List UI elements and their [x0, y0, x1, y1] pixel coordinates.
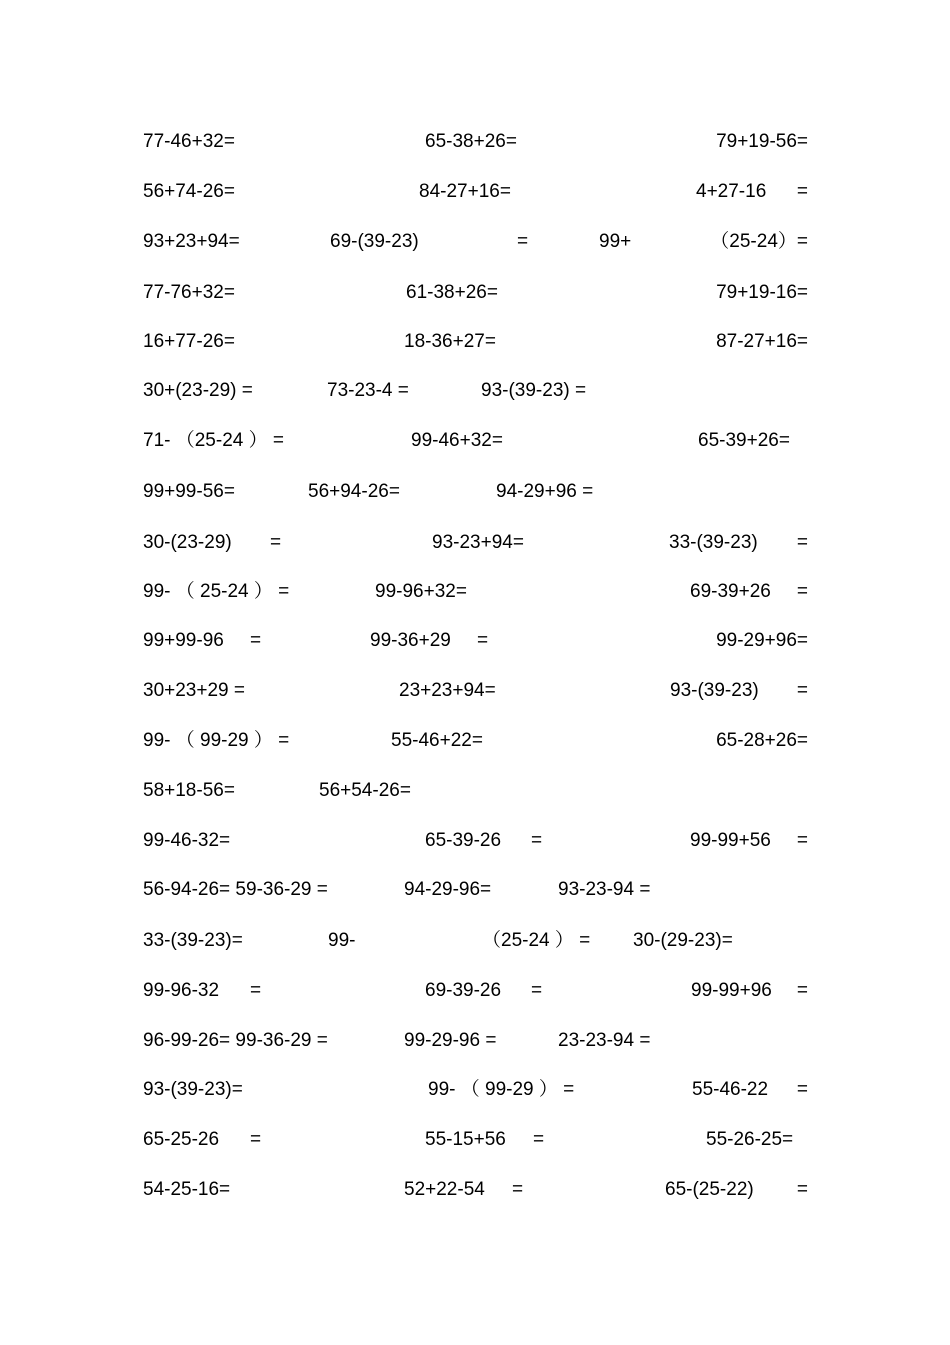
problem: 99-29+96=	[716, 630, 808, 651]
worksheet-row	[0, 229, 950, 255]
problem: 99- （ 99-29 ） =	[428, 1079, 575, 1100]
problem: 4+27-16	[696, 181, 767, 202]
equals-sign: =	[512, 1179, 524, 1200]
problem: 93-(39-23) =	[481, 380, 587, 401]
problem: 79+19-56=	[716, 131, 808, 152]
worksheet-row	[0, 329, 950, 355]
equals-sign: =	[270, 532, 282, 553]
problem: 18-36+27=	[404, 331, 496, 352]
problem: 96-99-26= 99-36-29 =	[143, 1030, 328, 1051]
problem: 30-(23-29)	[143, 532, 232, 553]
worksheet-row	[0, 877, 950, 903]
problem: 65-25-26	[143, 1129, 220, 1150]
problem: 99-29-96 =	[404, 1030, 497, 1051]
problem: 84-27+16=	[419, 181, 511, 202]
problem: 99-46+32=	[411, 430, 503, 451]
problem: 65-39-26	[425, 830, 502, 851]
problem: 99- （ 25-24 ） =	[143, 581, 290, 602]
problem: 69-39+26	[690, 581, 771, 602]
problem: 77-76+32=	[143, 282, 235, 303]
problem: 16+77-26=	[143, 331, 235, 352]
problem: 71- （25-24 ） =	[143, 430, 284, 451]
problem: 99-96+32=	[375, 581, 467, 602]
problem: 99-	[328, 930, 356, 951]
problem: 55-15+56	[425, 1129, 506, 1150]
problem: 65-(25-22)	[665, 1179, 754, 1200]
worksheet-row	[0, 778, 950, 804]
equals-sign: =	[531, 830, 543, 851]
equals-sign: =	[517, 231, 529, 252]
equals-sign: =	[796, 680, 808, 701]
worksheet-row	[0, 1077, 950, 1103]
problem: 30+(23-29) =	[143, 380, 253, 401]
problem: （25-24 ） =	[482, 930, 591, 951]
problem: 99-99+56	[690, 830, 771, 851]
equals-sign: =	[533, 1129, 545, 1150]
problem: 99-99+96	[691, 980, 772, 1001]
worksheet-row	[0, 378, 950, 404]
worksheet-row	[0, 479, 950, 505]
problem: 99-96-32	[143, 980, 220, 1001]
equals-sign: =	[796, 532, 808, 553]
problem: 61-38+26=	[406, 282, 498, 303]
equals-sign: =	[250, 1129, 262, 1150]
problem: 87-27+16=	[716, 331, 808, 352]
equals-sign: =	[796, 830, 808, 851]
equals-sign: =	[477, 630, 489, 651]
equals-sign: =	[250, 980, 262, 1001]
worksheet-row	[0, 129, 950, 155]
worksheet-row	[0, 179, 950, 205]
problem: 94-29+96 =	[496, 481, 594, 502]
worksheet-row	[0, 579, 950, 605]
problem: 99+	[599, 231, 632, 252]
problem: 55-26-25=	[706, 1129, 794, 1150]
problem: 55-46-22	[692, 1079, 769, 1100]
worksheet-row	[0, 1028, 950, 1054]
problem: 94-29-96=	[404, 879, 492, 900]
problem: 93+23+94=	[143, 231, 240, 252]
equals-sign: =	[796, 980, 808, 1001]
problem: 56+94-26=	[308, 481, 400, 502]
worksheet-row	[0, 728, 950, 754]
problem: 73-23-4 =	[327, 380, 409, 401]
equals-sign: =	[796, 581, 808, 602]
problem: 65-28+26=	[716, 730, 808, 751]
problem: 55-46+22=	[391, 730, 483, 751]
worksheet-row	[0, 1127, 950, 1153]
problem: 23-23-94 =	[558, 1030, 651, 1051]
problem: 56-94-26= 59-36-29 =	[143, 879, 328, 900]
worksheet-row	[0, 428, 950, 454]
problem: 99- （ 99-29 ） =	[143, 730, 290, 751]
problem: 52+22-54	[404, 1179, 485, 1200]
worksheet-row	[0, 928, 950, 954]
equals-sign: =	[250, 630, 262, 651]
worksheet-row	[0, 530, 950, 556]
problem: 79+19-16=	[716, 282, 808, 303]
problem: 69-39-26	[425, 980, 502, 1001]
equals-sign: =	[796, 1079, 808, 1100]
problem: （25-24）=	[710, 231, 808, 252]
problem: 93-(39-23)=	[143, 1079, 243, 1100]
equals-sign: =	[796, 1179, 808, 1200]
worksheet-row	[0, 978, 950, 1004]
worksheet-row	[0, 628, 950, 654]
worksheet-row	[0, 280, 950, 306]
problem: 65-39+26=	[698, 430, 790, 451]
problem: 58+18-56=	[143, 780, 235, 801]
problem: 69-(39-23)	[330, 231, 419, 252]
worksheet-row	[0, 828, 950, 854]
problem: 56+54-26=	[319, 780, 411, 801]
problem: 30+23+29 =	[143, 680, 245, 701]
problem: 99-46-32=	[143, 830, 231, 851]
problem: 99+99-56=	[143, 481, 235, 502]
equals-sign: =	[531, 980, 543, 1001]
problem: 93-23-94 =	[558, 879, 651, 900]
problem: 54-25-16=	[143, 1179, 231, 1200]
problem: 93-23+94=	[432, 532, 524, 553]
problem: 93-(39-23)	[670, 680, 759, 701]
problem: 33-(39-23)=	[143, 930, 243, 951]
problem: 99-36+29	[370, 630, 451, 651]
problem: 56+74-26=	[143, 181, 235, 202]
problem: 33-(39-23)	[669, 532, 758, 553]
problem: 23+23+94=	[399, 680, 496, 701]
equals-sign: =	[796, 181, 808, 202]
worksheet-row	[0, 678, 950, 704]
problem: 65-38+26=	[425, 131, 517, 152]
problem: 77-46+32=	[143, 131, 235, 152]
problem: 30-(29-23)=	[633, 930, 733, 951]
worksheet-row	[0, 1177, 950, 1203]
problem: 99+99-96	[143, 630, 224, 651]
